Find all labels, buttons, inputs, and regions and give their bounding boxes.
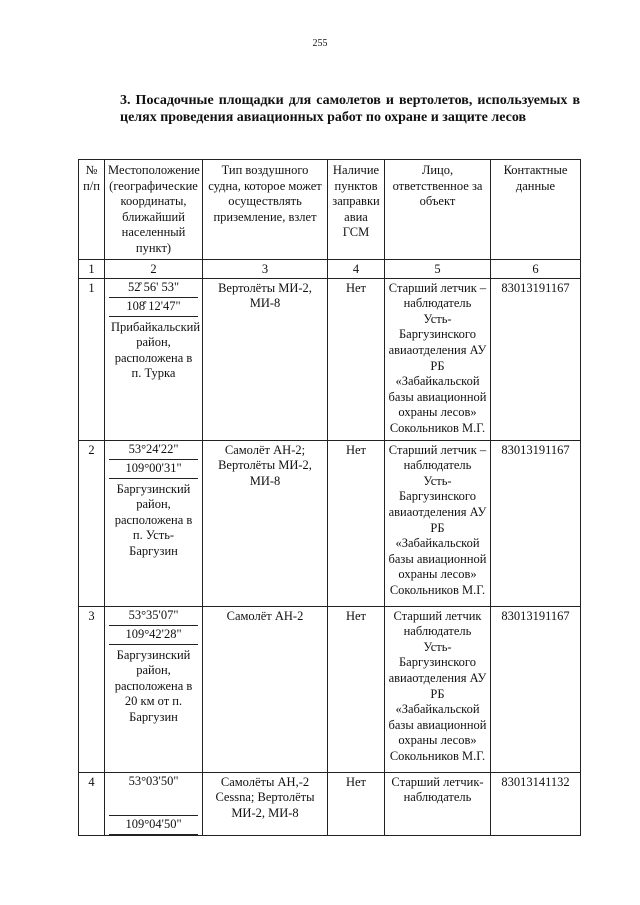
location-cell: [105, 278, 203, 440]
latitude: 53°24'22": [109, 441, 198, 460]
location-cell: [105, 606, 203, 772]
place-description: Баргузинский район, расположена в п. Усть-Баргузин: [114, 481, 193, 558]
responsible-person: Старший летчик – наблюдатель Усть-Баргузинского авиаотделения АУ РБ «Забайкальской базы авиационной охраны лесов» Сокольников М.Г.: [385, 440, 491, 606]
column-number-row: [79, 259, 581, 278]
place-description: Баргузинский район, расположена в 20 км от п. Баргузин: [114, 647, 193, 724]
responsible-person: Старший летчик наблюдатель Усть-Баргузинского авиаотделения АУ РБ «Забайкальской базы авиационной охраны лесов» Сокольников М.Г.: [385, 606, 491, 772]
row-number: 1: [79, 278, 105, 440]
fuel-availability: Нет: [328, 606, 385, 772]
header-num: № п/п: [79, 160, 105, 260]
header-aircraft: Тип воздушного судна, которое может осуществлять приземление, взлет: [203, 160, 328, 260]
contact-data: 83013191167: [491, 278, 581, 440]
header-person: Лицо, ответственное за объект: [385, 160, 491, 260]
row-number: 2: [79, 440, 105, 606]
place-description: Прибайкальский район, расположена в п. Турка: [111, 319, 201, 381]
table-header-row: [79, 160, 581, 260]
table-row: [79, 278, 581, 440]
section-title: 3. Посадочные площадки для самолетов и вертолетов, используемых в целях проведения авиационных работ по охране и защите лесов: [120, 93, 580, 125]
table-row: [79, 440, 581, 606]
landing-sites-table: [78, 159, 581, 836]
fuel-availability: Нет: [328, 440, 385, 606]
contact-data: 83013141132: [491, 772, 581, 835]
header-fuel: Наличие пунктов заправки авиа ГСМ: [328, 160, 385, 260]
fuel-availability: Нет: [328, 772, 385, 835]
column-number: 6: [491, 259, 581, 278]
aircraft-type: Самолёт АН-2; Вертолёты МИ-2, МИ-8: [203, 440, 328, 606]
table-row: [79, 772, 581, 835]
page-number: 255: [312, 38, 328, 49]
table-row: [79, 606, 581, 772]
column-number: 4: [328, 259, 385, 278]
fuel-availability: Нет: [328, 278, 385, 440]
responsible-person: Старший летчик-наблюдатель: [385, 772, 491, 835]
column-number: 2: [105, 259, 203, 278]
latitude: 52̊ 56' 53": [109, 279, 198, 298]
column-number: 3: [203, 259, 328, 278]
row-number: 3: [79, 606, 105, 772]
aircraft-type: Самолёт АН-2: [203, 606, 328, 772]
aircraft-type: Самолёты АН,-2 Cessna; Вертолёты МИ-2, МИ-8: [203, 772, 328, 835]
row-number: 4: [79, 772, 105, 835]
location-cell: [105, 772, 203, 835]
longitude: 109°00'31": [109, 460, 198, 479]
latitude: 53°03'50": [109, 773, 198, 816]
longitude: 109°04'50": [109, 816, 198, 835]
header-location: Местоположение (географические координаты, ближайший населенный пункт): [105, 160, 203, 260]
location-cell: [105, 440, 203, 606]
header-contact: Контактные данные: [491, 160, 581, 260]
longitude: 108̊ 12'47": [109, 298, 198, 317]
latitude: 53°35'07": [109, 607, 198, 626]
contact-data: 83013191167: [491, 606, 581, 772]
longitude: 109°42'28": [109, 626, 198, 645]
aircraft-type: Вертолёты МИ-2, МИ-8: [203, 278, 328, 440]
column-number: 5: [385, 259, 491, 278]
contact-data: 83013191167: [491, 440, 581, 606]
column-number: 1: [79, 259, 105, 278]
responsible-person: Старший летчик – наблюдатель Усть-Баргузинского авиаотделения АУ РБ «Забайкальской базы авиационной охраны лесов» Сокольников М.Г.: [385, 278, 491, 440]
